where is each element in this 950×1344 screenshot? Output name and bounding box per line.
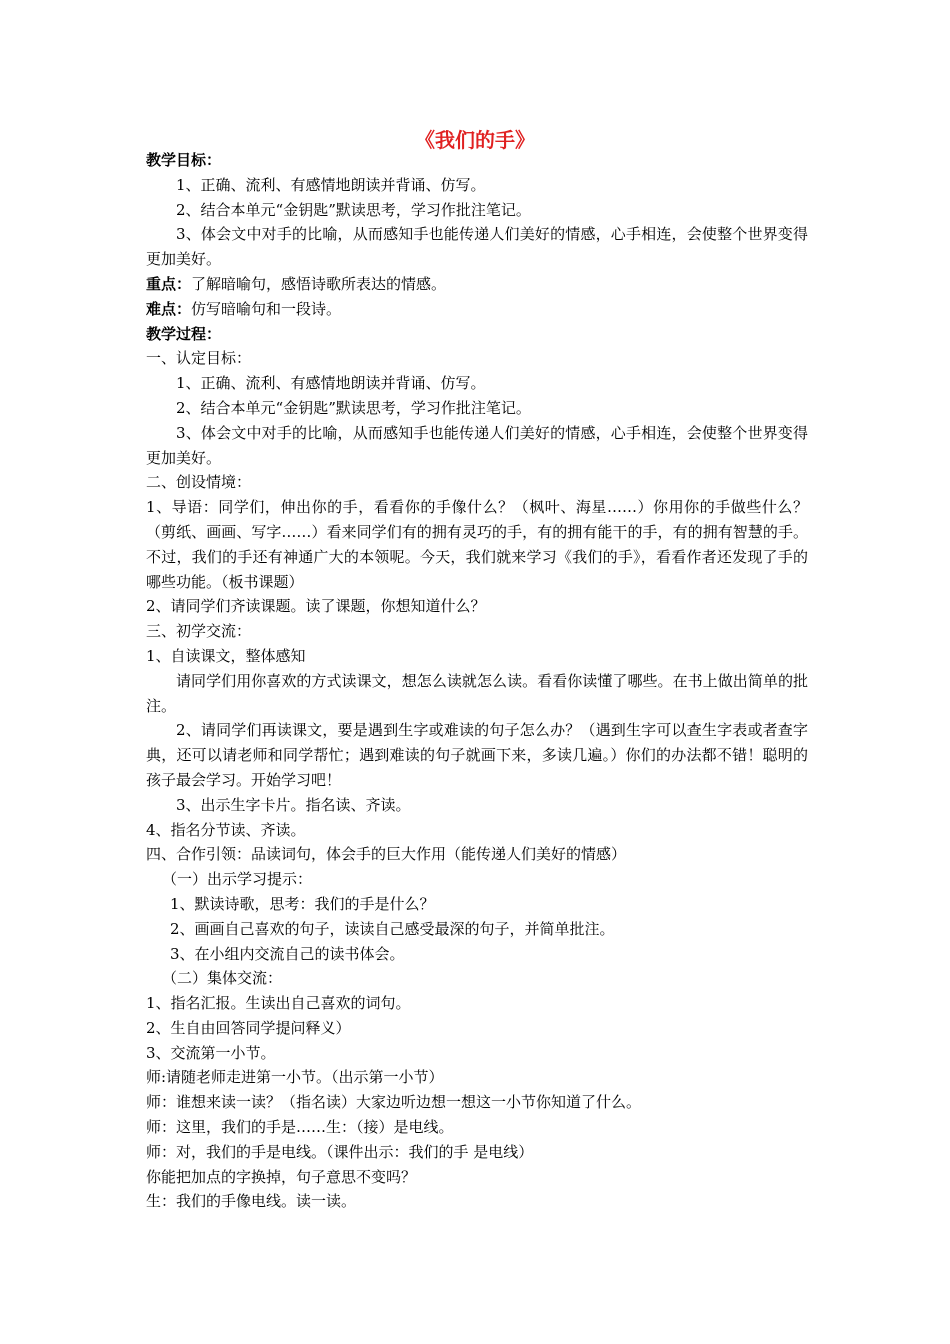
- section3-paragraph-3: 2、请同学们再读课文，要是遇到生字或难读的句子怎么办？（遇到生字可以查生字表或者查字典，还可以请老师和同学帮忙；遇到难读的句子就画下来，多读几遍。）你们的办法都不错！聪明的孩子最会学习。开始学习吧！: [146, 721, 808, 789]
- goals-heading: 教学目标：: [146, 151, 222, 169]
- difficulty-point: [146, 297, 808, 322]
- section4-tip-3: 3、在小组内交流自己的读书体会。: [170, 944, 405, 963]
- section4-sub-heading-2: （二）集体交流：: [162, 969, 283, 988]
- section1-heading: 一、认定目标：: [146, 349, 252, 368]
- process-heading: 教学过程：: [146, 324, 222, 343]
- section4-line-2: 2、生自由回答同学提问释义）: [146, 1018, 351, 1037]
- section3-heading: 三、初学交流：: [146, 622, 252, 641]
- section2-paragraph-2: 2、请同学们齐读课题。读了课题，你想知道什么？: [146, 597, 486, 616]
- section4-line-4: 师:请随老师走进第一小节。（出示第一小节）: [146, 1068, 444, 1087]
- section4-heading: 四、合作引领：品读词句，体会手的巨大作用（能传递人们美好的情感）: [146, 845, 627, 864]
- key-text: 了解暗喻句，感悟诗歌所表达的情感。: [191, 274, 447, 293]
- section3-paragraph-5: 4、指名分节读、齐读。: [146, 820, 306, 839]
- difficulty-label: 难点：: [146, 299, 192, 318]
- key-point: [146, 272, 808, 297]
- section3-paragraph-4: 3、出示生字卡片。指名读、齐读。: [176, 795, 411, 814]
- document-body: [146, 148, 808, 1214]
- section3-paragraph-1: 1、自读课文，整体感知: [146, 646, 306, 665]
- goal-2: 2、结合本单元“金钥匙”默读思考，学习作批注笔记。: [176, 200, 531, 219]
- section1-item-1: 1、正确、流利、有感情地朗读并背诵、仿写。: [176, 374, 486, 393]
- section4-line-5: 师：谁想来读一读？（指名读）大家边听边想一想这一小节你知道了什么。: [146, 1093, 642, 1112]
- goal-3: 3、体会文中对手的比喻，从而感知手也能传递人们美好的情感，心手相连，会使整个世界变得更加美好。: [146, 225, 808, 269]
- document-title: 《我们的手》: [415, 128, 535, 152]
- section4-sub-heading-1: （一）出示学习提示：: [162, 870, 313, 889]
- section2-paragraph-1: 1、导语：同学们，伸出你的手，看看你的手像什么？（枫叶、海星……）你用你的手做些什么？（剪纸、画画、写字……）看来同学们有的拥有灵巧的手，有的拥有能干的手，有的拥有智慧的手。不过，我们的手还有神通广大的本领呢。今天，我们就来学习《我们的手》，看看作者还发现了手的哪些功能。（板书课题）: [146, 498, 808, 591]
- section1-item-3: 3、体会文中对手的比喻，从而感知手也能传递人们美好的情感，心手相连，会使整个世界变得更加美好。: [146, 423, 808, 467]
- key-label: 重点：: [146, 274, 192, 293]
- goal-1: 1、正确、流利、有感情地朗读并背诵、仿写。: [176, 175, 486, 194]
- section4-line-6: 师：这里，我们的手是……生：（接）是电线。: [146, 1118, 454, 1137]
- section4-line-9: 生：我们的手像电线。读一读。: [146, 1192, 357, 1211]
- section4-line-7: 师：对，我们的手是电线。（课件出示：我们的手 是电线）: [146, 1142, 534, 1161]
- difficulty-text: 仿写暗喻句和一段诗。: [191, 299, 342, 318]
- section4-line-8: 你能把加点的字换掉，句子意思不变吗？: [146, 1167, 417, 1186]
- section4-line-1: 1、指名汇报。生读出自己喜欢的词句。: [146, 994, 411, 1013]
- section1-item-2: 2、结合本单元“金钥匙”默读思考，学习作批注笔记。: [176, 398, 531, 417]
- section2-heading: 二、创设情境：: [146, 473, 252, 492]
- section4-line-3: 3、交流第一小节。: [146, 1043, 276, 1062]
- section3-paragraph-2: 请同学们用你喜欢的方式读课文，想怎么读就怎么读。看看你读懂了哪些。在书上做出简单的批注。: [146, 671, 808, 715]
- section4-tip-1: 1、默读诗歌，思考：我们的手是什么？: [170, 894, 435, 913]
- section4-tip-2: 2、画画自己喜欢的句子，读读自己感受最深的句子，并简单批注。: [170, 919, 615, 938]
